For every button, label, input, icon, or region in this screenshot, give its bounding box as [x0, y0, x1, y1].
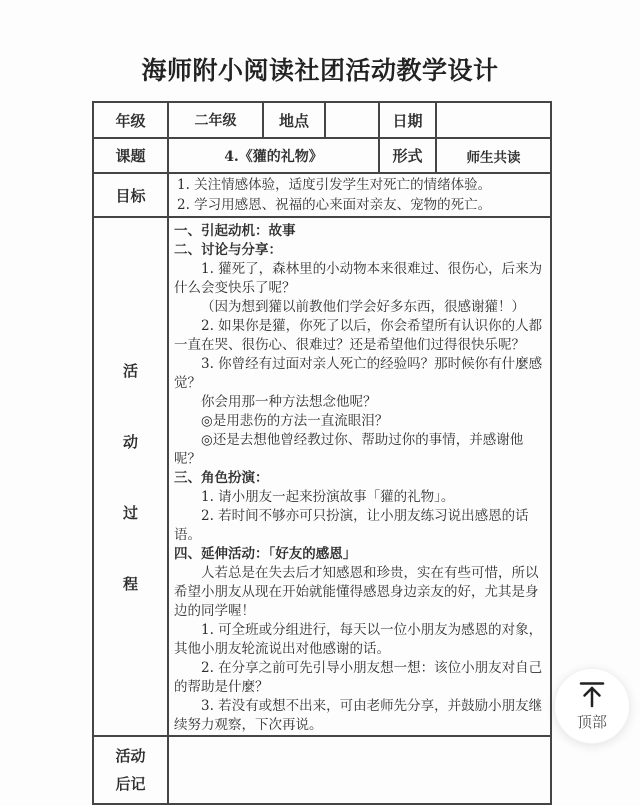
process-label: [93, 217, 168, 736]
grade-label: 年级: [93, 102, 168, 138]
process-paragraph: 2. 若时间不够亦可只扮演，让小朋友练习说出感恩的话语。: [174, 508, 529, 543]
process-label-char: 程: [122, 574, 138, 593]
process-paragraph: ◎还是去想他曾经教过你、帮助过你的事情，并感谢他呢？: [174, 432, 524, 467]
process-paragraph: 1. 獾死了，森林里的小动物本来很难过、很伤心，后来为什么会变快乐了呢？: [174, 261, 543, 296]
goal-content: [168, 173, 551, 217]
table-row: [93, 138, 551, 173]
date-value: [436, 102, 551, 138]
back-to-top-button[interactable]: [554, 668, 630, 744]
process-paragraph: 2. 在分享之前可先引导小朋友想一想：该位小朋友对自己的帮助是什麼？: [174, 660, 543, 695]
table-row: [93, 736, 551, 804]
process-paragraph: 四、延伸活动：「好友的感恩」: [174, 546, 357, 562]
process-paragraph: 3. 你曾经有过面对亲人死亡的经验吗？那时候你有什麼感觉？: [174, 356, 543, 391]
process-paragraph: 3. 若没有或想不出来，可由老师先分享，并鼓励小朋友继续努力观察，下次再说。: [174, 698, 543, 733]
note-label: [93, 736, 168, 804]
process-paragraph: 你会用那一种方法想念他呢？: [201, 394, 377, 410]
process-label-char: 动: [122, 432, 138, 451]
topic-label: 课题: [93, 138, 168, 173]
process-paragraph: 2. 如果你是獾，你死了以后，你会希望所有认识你的人都一直在哭、很伤心、很难过？还是希望他们过得很快乐呢？: [174, 318, 543, 353]
table-row: [93, 102, 551, 138]
form-label: 形式: [379, 138, 436, 173]
table-row: [93, 173, 551, 217]
process-label-chars: [94, 249, 167, 704]
process-paragraph: 1. 请小朋友一起来扮演故事「獾的礼物」。: [201, 489, 455, 505]
process-paragraph: 三、角色扮演：: [174, 470, 269, 486]
goal-label: 目标: [93, 173, 168, 217]
goal-line: 2. 学习用感恩、祝福的心来面对亲友、宠物的死亡。: [177, 197, 492, 213]
process-paragraph: 一、引起动机：故事: [174, 223, 296, 239]
note-label-line: 后记: [115, 775, 146, 793]
goal-line: 1. 关注情感体验，适度引发学生对死亡的情绪体验。: [177, 177, 492, 193]
form-value: 师生共读: [436, 138, 551, 173]
grade-value: 二年级: [168, 102, 263, 138]
process-paragraph: 1. 可全班或分组进行，每天以一位小朋友为感恩的对象，其他小朋友轮流说出对他感谢的话。: [174, 622, 543, 657]
process-label-char: 过: [122, 503, 138, 522]
process-paragraph: ◎是用悲伤的方法一直流眼泪？: [201, 413, 389, 429]
page-title: 海师附小阅读社团活动教学设计: [141, 56, 499, 85]
process-content: [168, 217, 551, 736]
location-value: [325, 102, 379, 138]
top-arrow-icon: [577, 681, 607, 708]
date-label: 日期: [379, 102, 436, 138]
note-label-lines: [94, 742, 167, 798]
topic-value: 4.《獾的礼物》: [168, 138, 379, 173]
table-row: [93, 217, 551, 736]
process-label-char: 活: [122, 361, 138, 380]
note-label-line: 活动: [115, 747, 146, 765]
note-content: [168, 736, 551, 804]
lesson-plan-table: [92, 101, 552, 805]
process-paragraph: 二、讨论与分享：: [174, 242, 282, 258]
location-label: 地点: [263, 102, 325, 138]
process-paragraph: （因为想到獾以前教他们学会好多东西，很感谢獾！）: [201, 299, 525, 315]
back-to-top-label: 顶部: [576, 712, 607, 731]
process-paragraph: 人若总是在失去后才知感恩和珍贵，实在有些可惜，所以希望小朋友从现在开始就能懂得感恩身边亲友的好，尤其是身边的同学喔！: [174, 565, 539, 619]
